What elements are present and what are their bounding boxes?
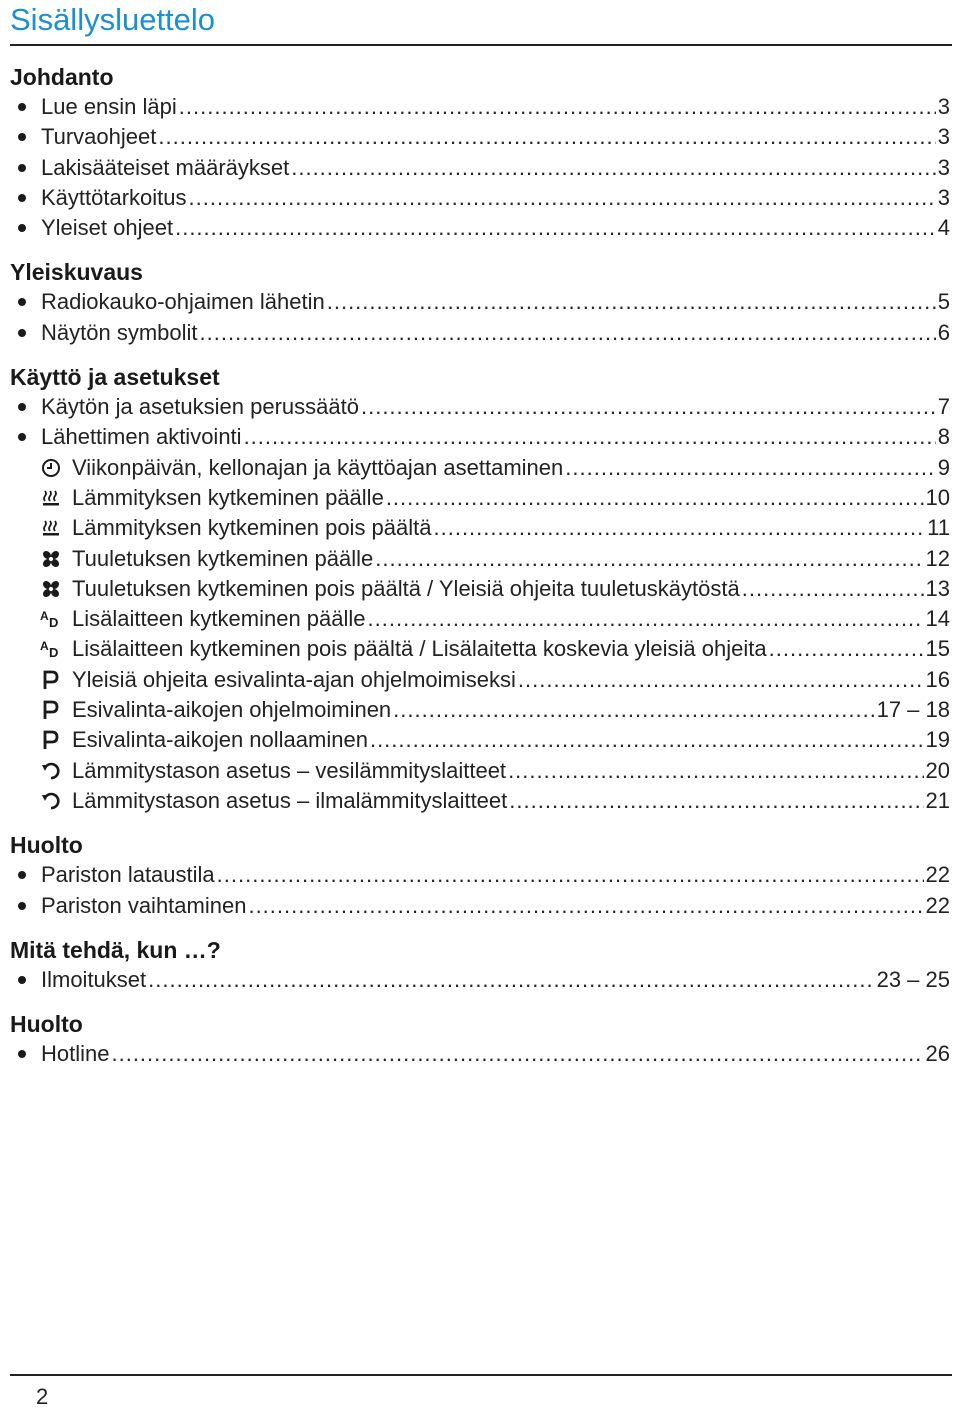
toc-entry-page: 3	[937, 94, 950, 119]
toc-entry[interactable]	[0, 483, 960, 513]
toc-entry-page: 6	[937, 319, 950, 345]
bullet-icon	[9, 92, 35, 122]
dot-leader	[769, 634, 924, 664]
dot-leader	[368, 604, 924, 634]
toc-section	[0, 362, 960, 816]
toc-entry-line	[41, 122, 950, 152]
dot-leader	[189, 183, 936, 213]
bullet-icon	[18, 164, 26, 172]
dot-leader	[248, 891, 923, 921]
toc-entry-page: 7	[937, 394, 950, 420]
toc-entry-line	[72, 756, 950, 786]
dot-leader	[158, 122, 935, 152]
dot-leader	[291, 153, 936, 183]
toc-entry[interactable]	[0, 318, 960, 348]
table-of-contents	[0, 62, 960, 1069]
toc-entry-label: Yleisiä ohjeita esivalinta-ajan ohjelmoimiseksi	[72, 666, 516, 692]
toc-entry[interactable]	[0, 665, 960, 695]
bullet-icon	[18, 871, 26, 879]
bullet-icon	[9, 287, 35, 317]
toc-entry[interactable]	[0, 604, 960, 634]
toc-entry[interactable]	[0, 122, 960, 152]
toc-entry-label: Yleiset ohjeet	[41, 215, 174, 241]
toc-section	[0, 830, 960, 921]
dot-leader	[148, 965, 874, 995]
section-heading: Johdanto	[10, 64, 114, 90]
bullet-icon	[18, 902, 26, 910]
toc-entry[interactable]	[0, 92, 960, 122]
dot-leader	[175, 213, 936, 243]
dot-leader	[327, 287, 936, 317]
toc-section	[0, 1009, 960, 1069]
section-heading: Huolto	[10, 1011, 83, 1038]
toc-entry[interactable]	[0, 891, 960, 921]
toc-entry-line	[41, 891, 950, 921]
toc-entry-label: Lämmitystason asetus – vesilämmityslaitteet	[72, 757, 507, 783]
toc-entry[interactable]	[0, 786, 960, 816]
heat-level-icon	[38, 756, 64, 786]
bullet-icon	[18, 403, 26, 411]
toc-entry[interactable]	[0, 965, 960, 995]
toc-entry-line	[72, 513, 950, 543]
toc-entry-label: Lakisääteiset määräykset	[41, 154, 290, 180]
p-icon	[38, 665, 64, 695]
toc-entry[interactable]	[0, 860, 960, 890]
dot-leader	[434, 513, 926, 543]
dot-leader	[386, 483, 924, 513]
toc-entry[interactable]	[0, 756, 960, 786]
svg-text:A: A	[40, 609, 49, 624]
svg-text:A: A	[40, 639, 49, 654]
section-heading: Mitä tehdä, kun …?	[10, 936, 221, 963]
dot-leader	[375, 544, 923, 574]
heating-icon	[40, 487, 62, 509]
bullet-icon	[9, 422, 35, 452]
heat-level-icon	[38, 786, 64, 816]
toc-entry-line	[72, 634, 950, 664]
toc-entry-label: Käyttötarkoitus	[41, 184, 187, 210]
fan-icon	[38, 574, 64, 604]
toc-entry[interactable]	[0, 695, 960, 725]
toc-entry-label: Tuuletuksen kytkeminen päälle	[72, 545, 374, 571]
heating-icon	[40, 517, 62, 539]
heating-icon	[38, 483, 64, 513]
toc-entry-page: 19	[925, 727, 950, 753]
bullet-icon	[18, 976, 26, 984]
toc-section	[0, 257, 960, 348]
toc-entry-line	[41, 183, 950, 213]
toc-entry[interactable]	[0, 213, 960, 243]
dot-leader	[179, 92, 936, 122]
dot-leader	[518, 665, 924, 695]
toc-entry-page: 12	[925, 545, 950, 571]
bullet-icon	[9, 318, 35, 348]
toc-entry-line	[41, 92, 950, 122]
heat-level-icon	[40, 760, 62, 782]
section-heading: Huolto	[10, 832, 83, 859]
dot-leader	[200, 318, 936, 348]
dot-leader	[361, 392, 936, 422]
fan-icon	[40, 548, 62, 570]
toc-entry-page: 5	[937, 289, 950, 315]
dot-leader	[508, 756, 923, 786]
bullet-icon	[9, 1039, 35, 1069]
toc-entry-line	[41, 287, 950, 317]
toc-entry-label: Hotline	[41, 1041, 110, 1067]
toc-entry-line	[72, 786, 950, 816]
p-icon	[40, 729, 62, 751]
toc-entry-line	[72, 574, 950, 604]
dot-leader	[111, 1039, 923, 1069]
toc-entry-line	[72, 453, 950, 483]
toc-entry-page: 14	[925, 606, 950, 632]
bullet-icon	[18, 103, 26, 111]
toc-entry-page: 16	[925, 666, 950, 692]
toc-entry-page: 10	[925, 484, 950, 510]
title-divider	[10, 44, 952, 46]
toc-entry[interactable]	[0, 574, 960, 604]
bullet-icon	[9, 153, 35, 183]
toc-entry[interactable]	[0, 183, 960, 213]
toc-entry-label: Lämmityksen kytkeminen päälle	[72, 484, 384, 510]
toc-section	[0, 62, 960, 243]
toc-entry-line	[72, 665, 950, 695]
dot-leader	[244, 422, 936, 452]
ad-icon	[40, 608, 62, 630]
svg-text:D: D	[49, 645, 59, 661]
bullet-icon	[9, 213, 35, 243]
toc-entry-label: Lähettimen aktivointi	[41, 424, 242, 450]
fan-icon	[38, 544, 64, 574]
bullet-icon	[9, 891, 35, 921]
toc-entry-label: Lämmityksen kytkeminen pois päältä	[72, 515, 432, 541]
heat-level-icon	[40, 790, 62, 812]
fan-icon	[40, 578, 62, 600]
toc-entry-page: 4	[937, 215, 950, 241]
toc-entry-line	[41, 392, 950, 422]
dot-leader	[565, 453, 935, 483]
clock-icon	[38, 453, 64, 483]
toc-entry-label: Lämmitystason asetus – ilmalämmityslaitteet	[72, 787, 508, 813]
toc-entry-line	[72, 544, 950, 574]
bullet-icon	[18, 298, 26, 306]
page-number: 2	[36, 1384, 49, 1409]
ad-icon	[38, 634, 64, 664]
toc-entry-label: Tuuletuksen kytkeminen pois päältä / Yleisiä ohjeita tuuletuskäytöstä	[72, 575, 740, 601]
toc-entry-page: 15	[925, 636, 950, 662]
dot-leader	[370, 725, 924, 755]
toc-entry-page: 20	[925, 757, 950, 783]
toc-entry-line	[72, 695, 950, 725]
toc-entry-label: Esivalinta-aikojen ohjelmoiminen	[72, 697, 392, 723]
toc-entry-label: Lisälaitteen kytkeminen päälle	[72, 606, 366, 632]
bullet-icon	[18, 194, 26, 202]
dot-leader	[509, 786, 923, 816]
toc-entry[interactable]	[0, 513, 960, 543]
ad-icon	[38, 604, 64, 634]
dot-leader	[217, 860, 924, 890]
toc-entry-page: 3	[937, 154, 950, 180]
toc-entry-line	[41, 1039, 950, 1069]
toc-entry-line	[72, 483, 950, 513]
toc-entry-page: 22	[925, 862, 950, 888]
toc-entry-page: 3	[937, 124, 950, 150]
bullet-icon	[9, 860, 35, 890]
toc-entry-label: Pariston vaihtaminen	[41, 892, 247, 918]
clock-icon	[40, 457, 62, 479]
toc-section	[0, 935, 960, 995]
toc-entry-page: 8	[937, 424, 950, 450]
bullet-icon	[9, 122, 35, 152]
toc-entry-label: Radiokauko-ohjaimen lähetin	[41, 289, 325, 315]
bullet-icon	[18, 133, 26, 141]
toc-entry[interactable]	[0, 153, 960, 183]
ad-icon	[40, 638, 62, 660]
toc-entry-line	[41, 153, 950, 183]
toc-entry-label: Pariston lataustila	[41, 862, 215, 888]
bullet-icon	[18, 329, 26, 337]
toc-entry-label: Turvaohjeet	[41, 124, 157, 150]
toc-entry-line	[41, 860, 950, 890]
toc-entry-line	[41, 965, 950, 995]
toc-entry-line	[41, 318, 950, 348]
bullet-icon	[18, 224, 26, 232]
toc-entry-page: 23 – 25	[876, 966, 950, 992]
p-icon	[40, 699, 62, 721]
bullet-icon	[18, 433, 26, 441]
p-icon	[38, 695, 64, 725]
toc-entry-label: Viikonpäivän, kellonajan ja käyttöajan asettaminen	[72, 454, 564, 480]
bullet-icon	[9, 965, 35, 995]
toc-entry-page: 3	[937, 184, 950, 210]
toc-entry[interactable]	[0, 634, 960, 664]
section-heading: Käyttö ja asetukset	[10, 364, 220, 391]
toc-entry-line	[72, 604, 950, 634]
heating-icon	[38, 513, 64, 543]
footer-divider	[10, 1374, 952, 1376]
toc-entry-page: 21	[925, 787, 950, 813]
section-heading: Yleiskuvaus	[10, 259, 143, 286]
toc-entry-page: 26	[925, 1041, 950, 1067]
page-title: Sisällysluettelo	[10, 2, 216, 37]
toc-entry-page: 13	[925, 575, 950, 601]
toc-entry[interactable]	[0, 544, 960, 574]
toc-entry[interactable]	[0, 392, 960, 422]
bullet-icon	[9, 183, 35, 213]
toc-entry-label: Näytön symbolit	[41, 319, 198, 345]
toc-entry[interactable]	[0, 725, 960, 755]
dot-leader	[393, 695, 874, 725]
toc-entry-label: Esivalinta-aikojen nollaaminen	[72, 727, 368, 753]
toc-entry-label: Ilmoitukset	[41, 966, 147, 992]
toc-entry[interactable]	[0, 422, 960, 452]
toc-entry-line	[72, 725, 950, 755]
toc-entry-page: 17 – 18	[876, 697, 950, 723]
svg-text:D: D	[49, 615, 59, 631]
toc-entry-page: 9	[937, 454, 950, 480]
p-icon	[38, 725, 64, 755]
bullet-icon	[18, 1050, 26, 1058]
toc-entry-page: 11	[927, 515, 950, 541]
toc-entry-page: 22	[925, 892, 950, 918]
bullet-icon	[9, 392, 35, 422]
toc-entry[interactable]	[0, 1039, 960, 1069]
toc-entry-line	[41, 422, 950, 452]
dot-leader	[742, 574, 924, 604]
toc-entry[interactable]	[0, 287, 960, 317]
toc-entry[interactable]	[0, 453, 960, 483]
toc-entry-label: Lue ensin läpi	[41, 94, 177, 119]
p-icon	[40, 669, 62, 691]
toc-entry-label: Lisälaitteen kytkeminen pois päältä / Lisälaitetta koskevia yleisiä ohjeita	[72, 636, 767, 662]
toc-entry-line	[41, 213, 950, 243]
toc-entry-label: Käytön ja asetuksien perussäätö	[41, 394, 359, 420]
